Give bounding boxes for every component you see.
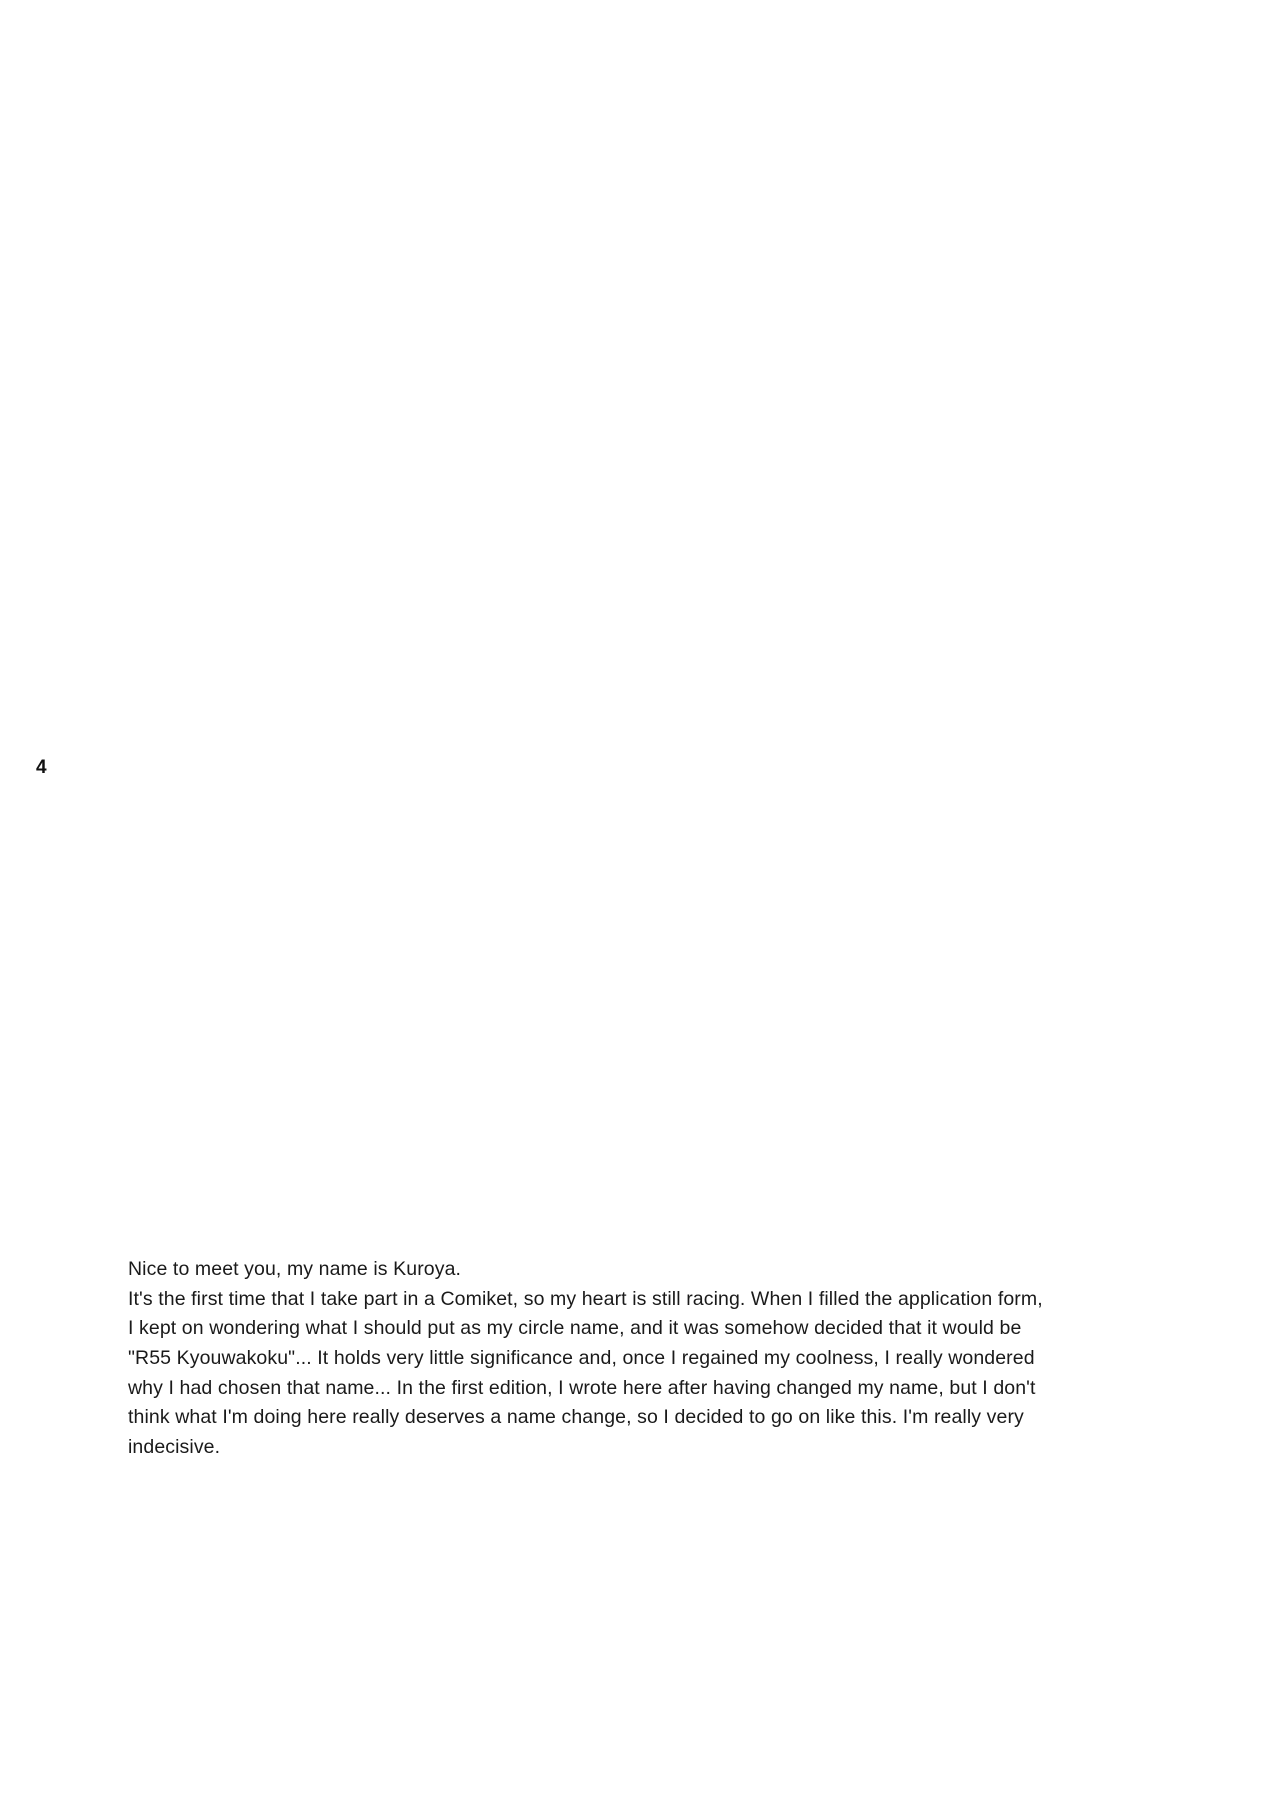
page-number: 4 <box>36 757 47 778</box>
afterword-text-block <box>128 1255 1048 1462</box>
afterword-greeting: Nice to meet you, my name is Kuroya. <box>128 1258 462 1280</box>
afterword-body: It's the first time that I take part in a Comiket, so my heart is still racing. When I filled the application form, I kept on wondering what I should put as my circle name, and it was somehow decided that it would be "R55 Kyouwakoku"... It holds very little significance and, once I regained my coolness, I really wondered why I had chosen that name... In the first edition, I wrote here after having changed my name, but I don't think what I'm doing here really deserves a name change, so I decided to go on like this. I'm really very indecisive. <box>128 1287 1043 1458</box>
